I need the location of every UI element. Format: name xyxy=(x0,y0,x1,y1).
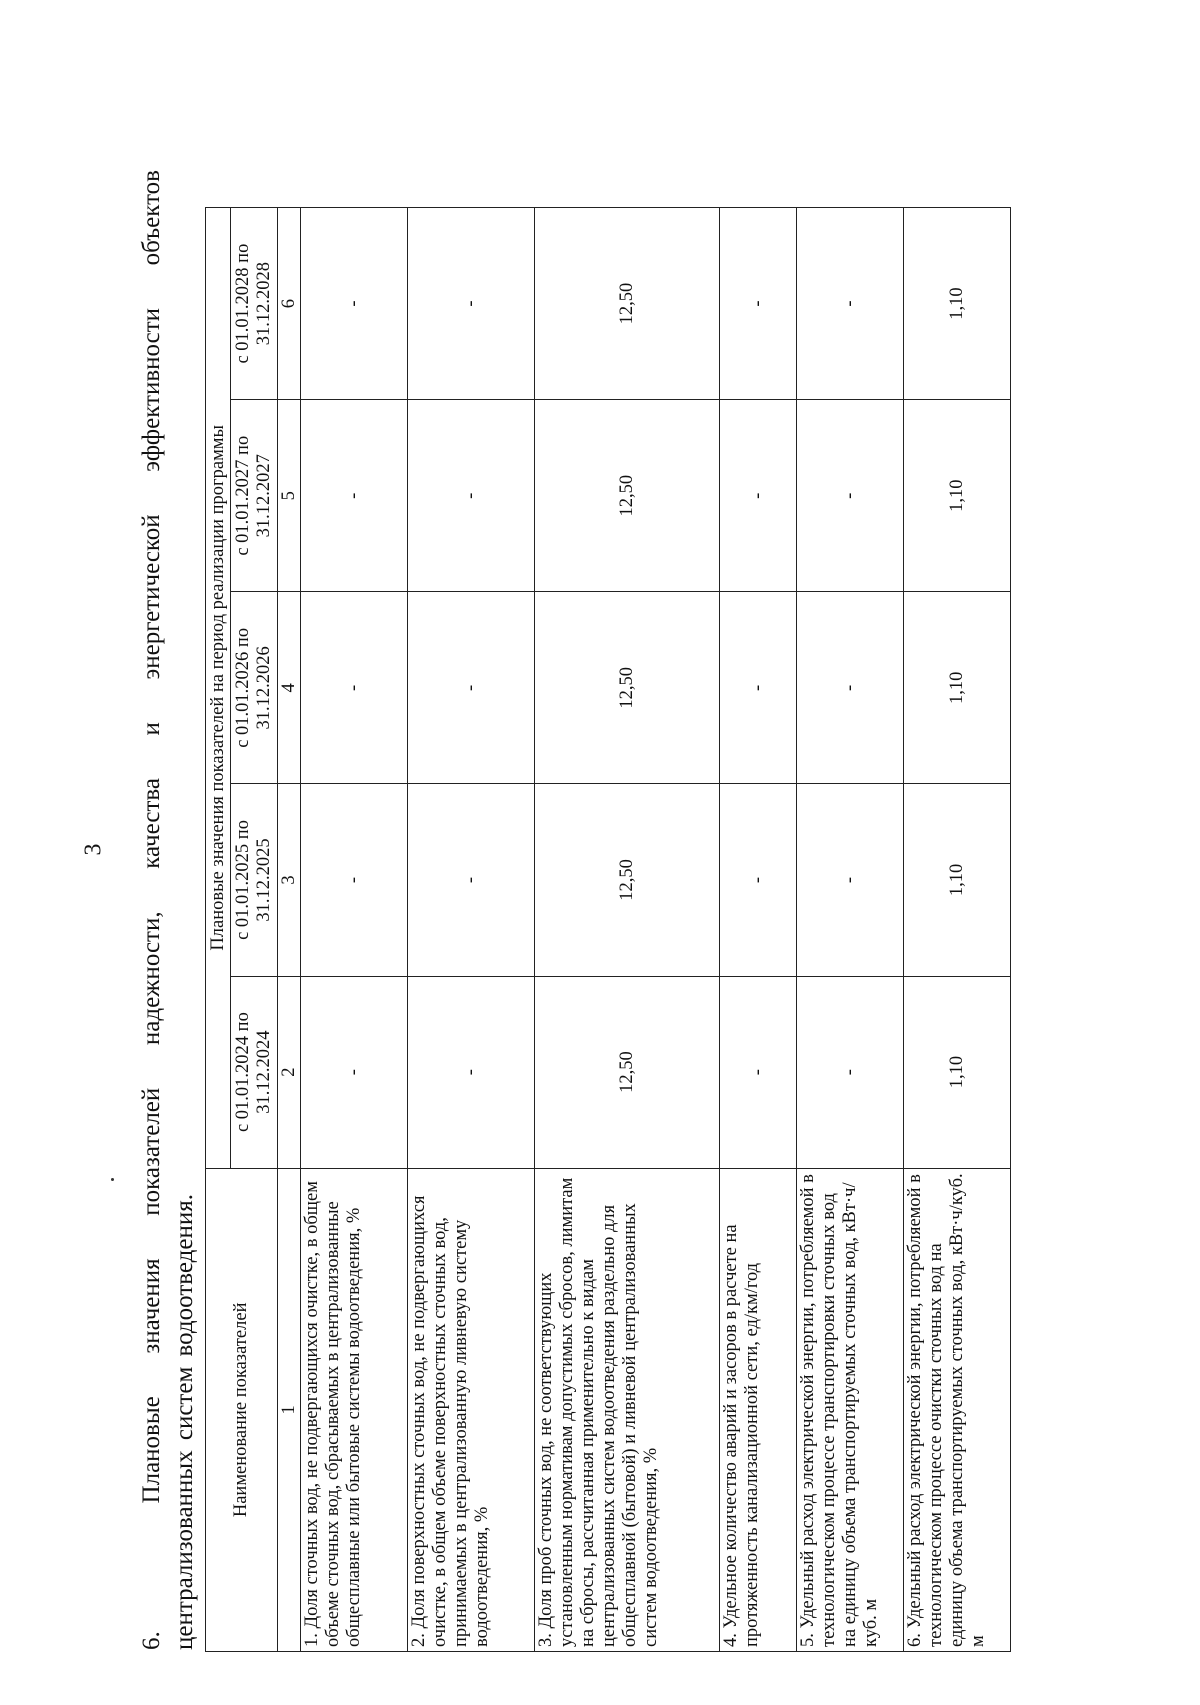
column-number: 4 xyxy=(278,592,301,784)
indicator-value: 12,50 xyxy=(535,208,720,400)
indicator-value: - xyxy=(408,976,535,1168)
indicator-value: - xyxy=(301,592,408,784)
indicator-name: 4. Удельное количество аварий и засоров в расчете на протяженность канализационной сети, ед/км/год xyxy=(720,1168,797,1651)
indicators-table xyxy=(205,207,1011,1652)
indicator-value: 1,10 xyxy=(904,784,1011,976)
indicator-value: - xyxy=(720,592,797,784)
indicator-value: - xyxy=(797,592,904,784)
column-number: 6 xyxy=(278,208,301,400)
table-row xyxy=(797,208,904,1652)
indicator-value: - xyxy=(301,208,408,400)
heading-line-2: централизованных систем водоотведения. xyxy=(171,1194,198,1650)
indicator-value: 1,10 xyxy=(904,592,1011,784)
indicator-value: - xyxy=(301,976,408,1168)
rotated-content-frame xyxy=(135,100,1135,1660)
indicator-value: - xyxy=(797,784,904,976)
indicator-name: 6. Удельный расход электрической энергии, потребляемой в технологическом процессе очистки сточных вод на единицу объема транспортируемых сточных вод, кВт·ч/куб. м xyxy=(904,1168,1011,1651)
indicator-name: 5. Удельный расход электрической энергии, потребляемой в технологическом процессе транспортировки сточных вод на единицу объема транспортируемых сточных вод, кВт·ч/куб. м xyxy=(797,1168,904,1651)
indicator-value: 1,10 xyxy=(904,400,1011,592)
table-row xyxy=(904,208,1011,1652)
indicator-value: - xyxy=(408,208,535,400)
indicator-value: - xyxy=(720,784,797,976)
header-period-group: Плановые значения показателей на период реализации программы xyxy=(206,208,231,1169)
indicator-value: - xyxy=(797,976,904,1168)
indicator-value: - xyxy=(408,400,535,592)
indicator-value: - xyxy=(720,208,797,400)
header-indicator-name: Наименование показателей xyxy=(206,1168,278,1651)
header-period-2027: с 01.01.2027 по 31.12.2027 xyxy=(231,400,278,592)
indicator-value: - xyxy=(408,784,535,976)
indicator-value: 12,50 xyxy=(535,400,720,592)
header-period-2024: с 01.01.2024 по 31.12.2024 xyxy=(231,976,278,1168)
heading-line-1: 6. Плановые значения показателей надежности, качества и энергетической эффективности объектов xyxy=(138,170,165,1650)
table-row xyxy=(535,208,720,1652)
indicator-value: - xyxy=(797,208,904,400)
header-period-2026: с 01.01.2026 по 31.12.2026 xyxy=(231,592,278,784)
indicator-value: 12,50 xyxy=(535,592,720,784)
indicator-value: - xyxy=(720,976,797,1168)
landscape-content xyxy=(135,100,1135,1660)
table-row xyxy=(720,208,797,1652)
table-row xyxy=(408,208,535,1652)
indicator-value: - xyxy=(720,400,797,592)
column-number: 3 xyxy=(278,784,301,976)
column-number: 5 xyxy=(278,400,301,592)
table-row xyxy=(301,208,408,1652)
indicator-value: - xyxy=(408,592,535,784)
indicators-table-wrapper xyxy=(205,207,1011,1652)
indicator-value: 1,10 xyxy=(904,208,1011,400)
column-number: 2 xyxy=(278,976,301,1168)
page-number: 3 xyxy=(80,843,107,856)
scan-dot-mark xyxy=(111,1178,114,1181)
indicator-value: - xyxy=(301,784,408,976)
indicator-name: 1. Доля сточных вод, не подвергающихся очистке, в общем объеме сточных вод, сбрасываемых в централизованные общесплавные или бытовые системы водоотведения, % xyxy=(301,1168,408,1651)
indicator-value: - xyxy=(797,400,904,592)
indicator-name: 3. Доля проб сточных вод, не соответствующих установленным нормативам допустимых сбросов, лимитам на сбросы, рассчитанная применительно к видам централизованных систем водоотведения раздельно для общесплавной (бытовой) и ливневой централизованных систем водоотведения, % xyxy=(535,1168,720,1651)
section-heading xyxy=(135,170,201,1650)
indicator-value: - xyxy=(301,400,408,592)
header-period-2028: с 01.01.2028 по 31.12.2028 xyxy=(231,208,278,400)
indicator-name: 2. Доля поверхностных сточных вод, не подвергающихся очистке, в общем объеме поверхностных сточных вод, принимаемых в централизованную ливневую систему водоотведения, % xyxy=(408,1168,535,1651)
indicator-value: 1,10 xyxy=(904,976,1011,1168)
column-number: 1 xyxy=(278,1168,301,1651)
header-period-2025: с 01.01.2025 по 31.12.2025 xyxy=(231,784,278,976)
indicator-value: 12,50 xyxy=(535,976,720,1168)
indicator-value: 12,50 xyxy=(535,784,720,976)
